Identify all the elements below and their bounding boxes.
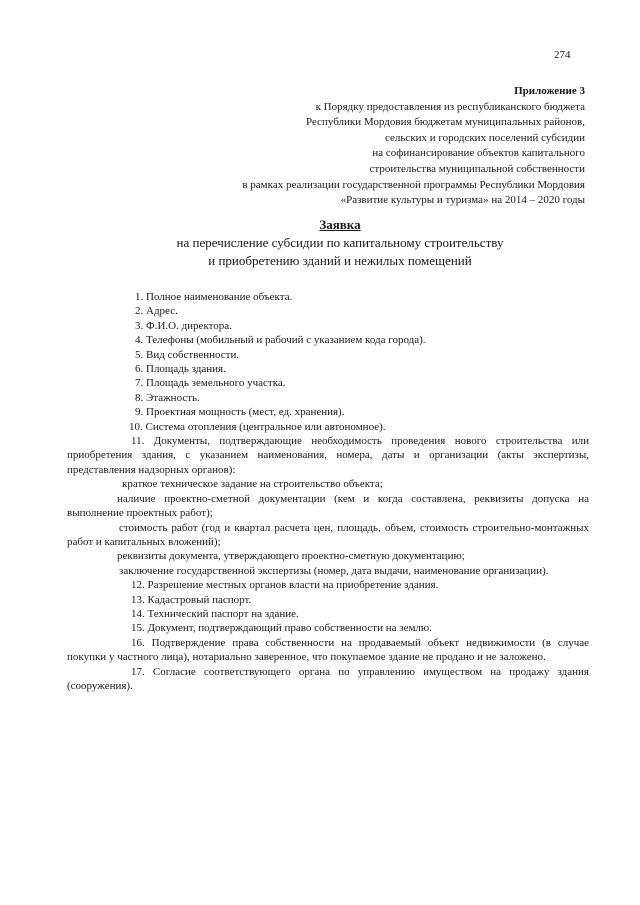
list-item: 13. Кадастровый паспорт. xyxy=(131,593,252,606)
list-item: 15. Документ, подтверждающий право собственности на землю. xyxy=(131,622,432,635)
list-item: 12. Разрешение местных органов власти на приобретение здания. xyxy=(131,579,439,592)
application-title: Заявка xyxy=(319,217,361,232)
annex-line: сельских и городских поселений субсидии xyxy=(385,131,585,144)
application-heading xyxy=(120,216,560,270)
list-item: 7. Площадь земельного участка. xyxy=(135,377,286,390)
annex-line: в рамках реализации государственной программы Республики Мордовия xyxy=(242,178,585,191)
sub-item: краткое техническое задание на строительство объекта; xyxy=(122,478,383,491)
list-item: 4. Телефоны (мобильный и рабочий с указанием кода города). xyxy=(135,334,426,347)
list-item: 10. Система отопления (центральное или автономное). xyxy=(129,420,386,433)
list-item: 5. Вид собственности. xyxy=(135,348,240,361)
sub-item: заключение государственной экспертизы (номер, дата выдачи, наименование организации). xyxy=(119,564,549,577)
list-item: 2. Адрес. xyxy=(135,305,178,318)
annex-line: Республики Мордовия бюджетам муниципальных районов, xyxy=(305,116,585,129)
sub-item: наличие проектно-сметной документации (кем и когда составлена, реквизиты допуска на выполнение проектных работ); xyxy=(67,492,589,520)
list-item: 6. Площадь здания. xyxy=(135,363,226,376)
list-item: 16. Подтверждение права собственности на продаваемый объект недвижимости (в случае покупки у частного лица), нотариально заверенное, что покупаемое здание не продано и не заложено. xyxy=(67,636,589,664)
list-item: 14. Технический паспорт на здание. xyxy=(131,607,299,620)
annex-block xyxy=(145,84,585,209)
annex-line: на софинансирование объектов капитального xyxy=(372,147,585,160)
annex-line: строительства муниципальной собственности xyxy=(369,162,585,175)
list-item: 17. Согласие соответствующего органа по управлению имуществом на продажу здания (сооружения). xyxy=(67,665,589,692)
heading-line: на перечисление субсидии по капитальному строительству xyxy=(176,235,504,250)
annex-title: Приложение 3 xyxy=(514,85,585,97)
list-item: 8. Этажность. xyxy=(135,391,200,404)
list-item: 3. Ф.И.О. директора. xyxy=(135,319,232,332)
heading-line: и приобретению зданий и нежилых помещений xyxy=(208,253,472,268)
annex-line: «Развитие культуры и туризма» на 2014 – 2020 годы xyxy=(340,194,585,207)
sub-item: реквизиты документа, утверждающего проектно-сметную документацию; xyxy=(117,550,465,563)
page-number: 274 xyxy=(554,49,571,61)
sub-item: стоимость работ (год и квартал расчета цен, площадь, объем, стоимость строительно-монтажных работ и капитальных вложений); xyxy=(67,521,589,548)
list-item: 11. Документы, подтверждающие необходимость проведения нового строительства или приобретения здания, с указанием наименования, номера, даты и организации (акты экспертизы, представления надзорных органов): xyxy=(67,435,589,476)
annex-line: к Порядку предоставления из республиканского бюджета xyxy=(315,100,585,113)
application-items xyxy=(67,290,589,693)
list-item: 1. Полное наименование объекта. xyxy=(135,291,293,303)
list-item: 9. Проектная мощность (мест, ед. хранения). xyxy=(135,406,345,419)
